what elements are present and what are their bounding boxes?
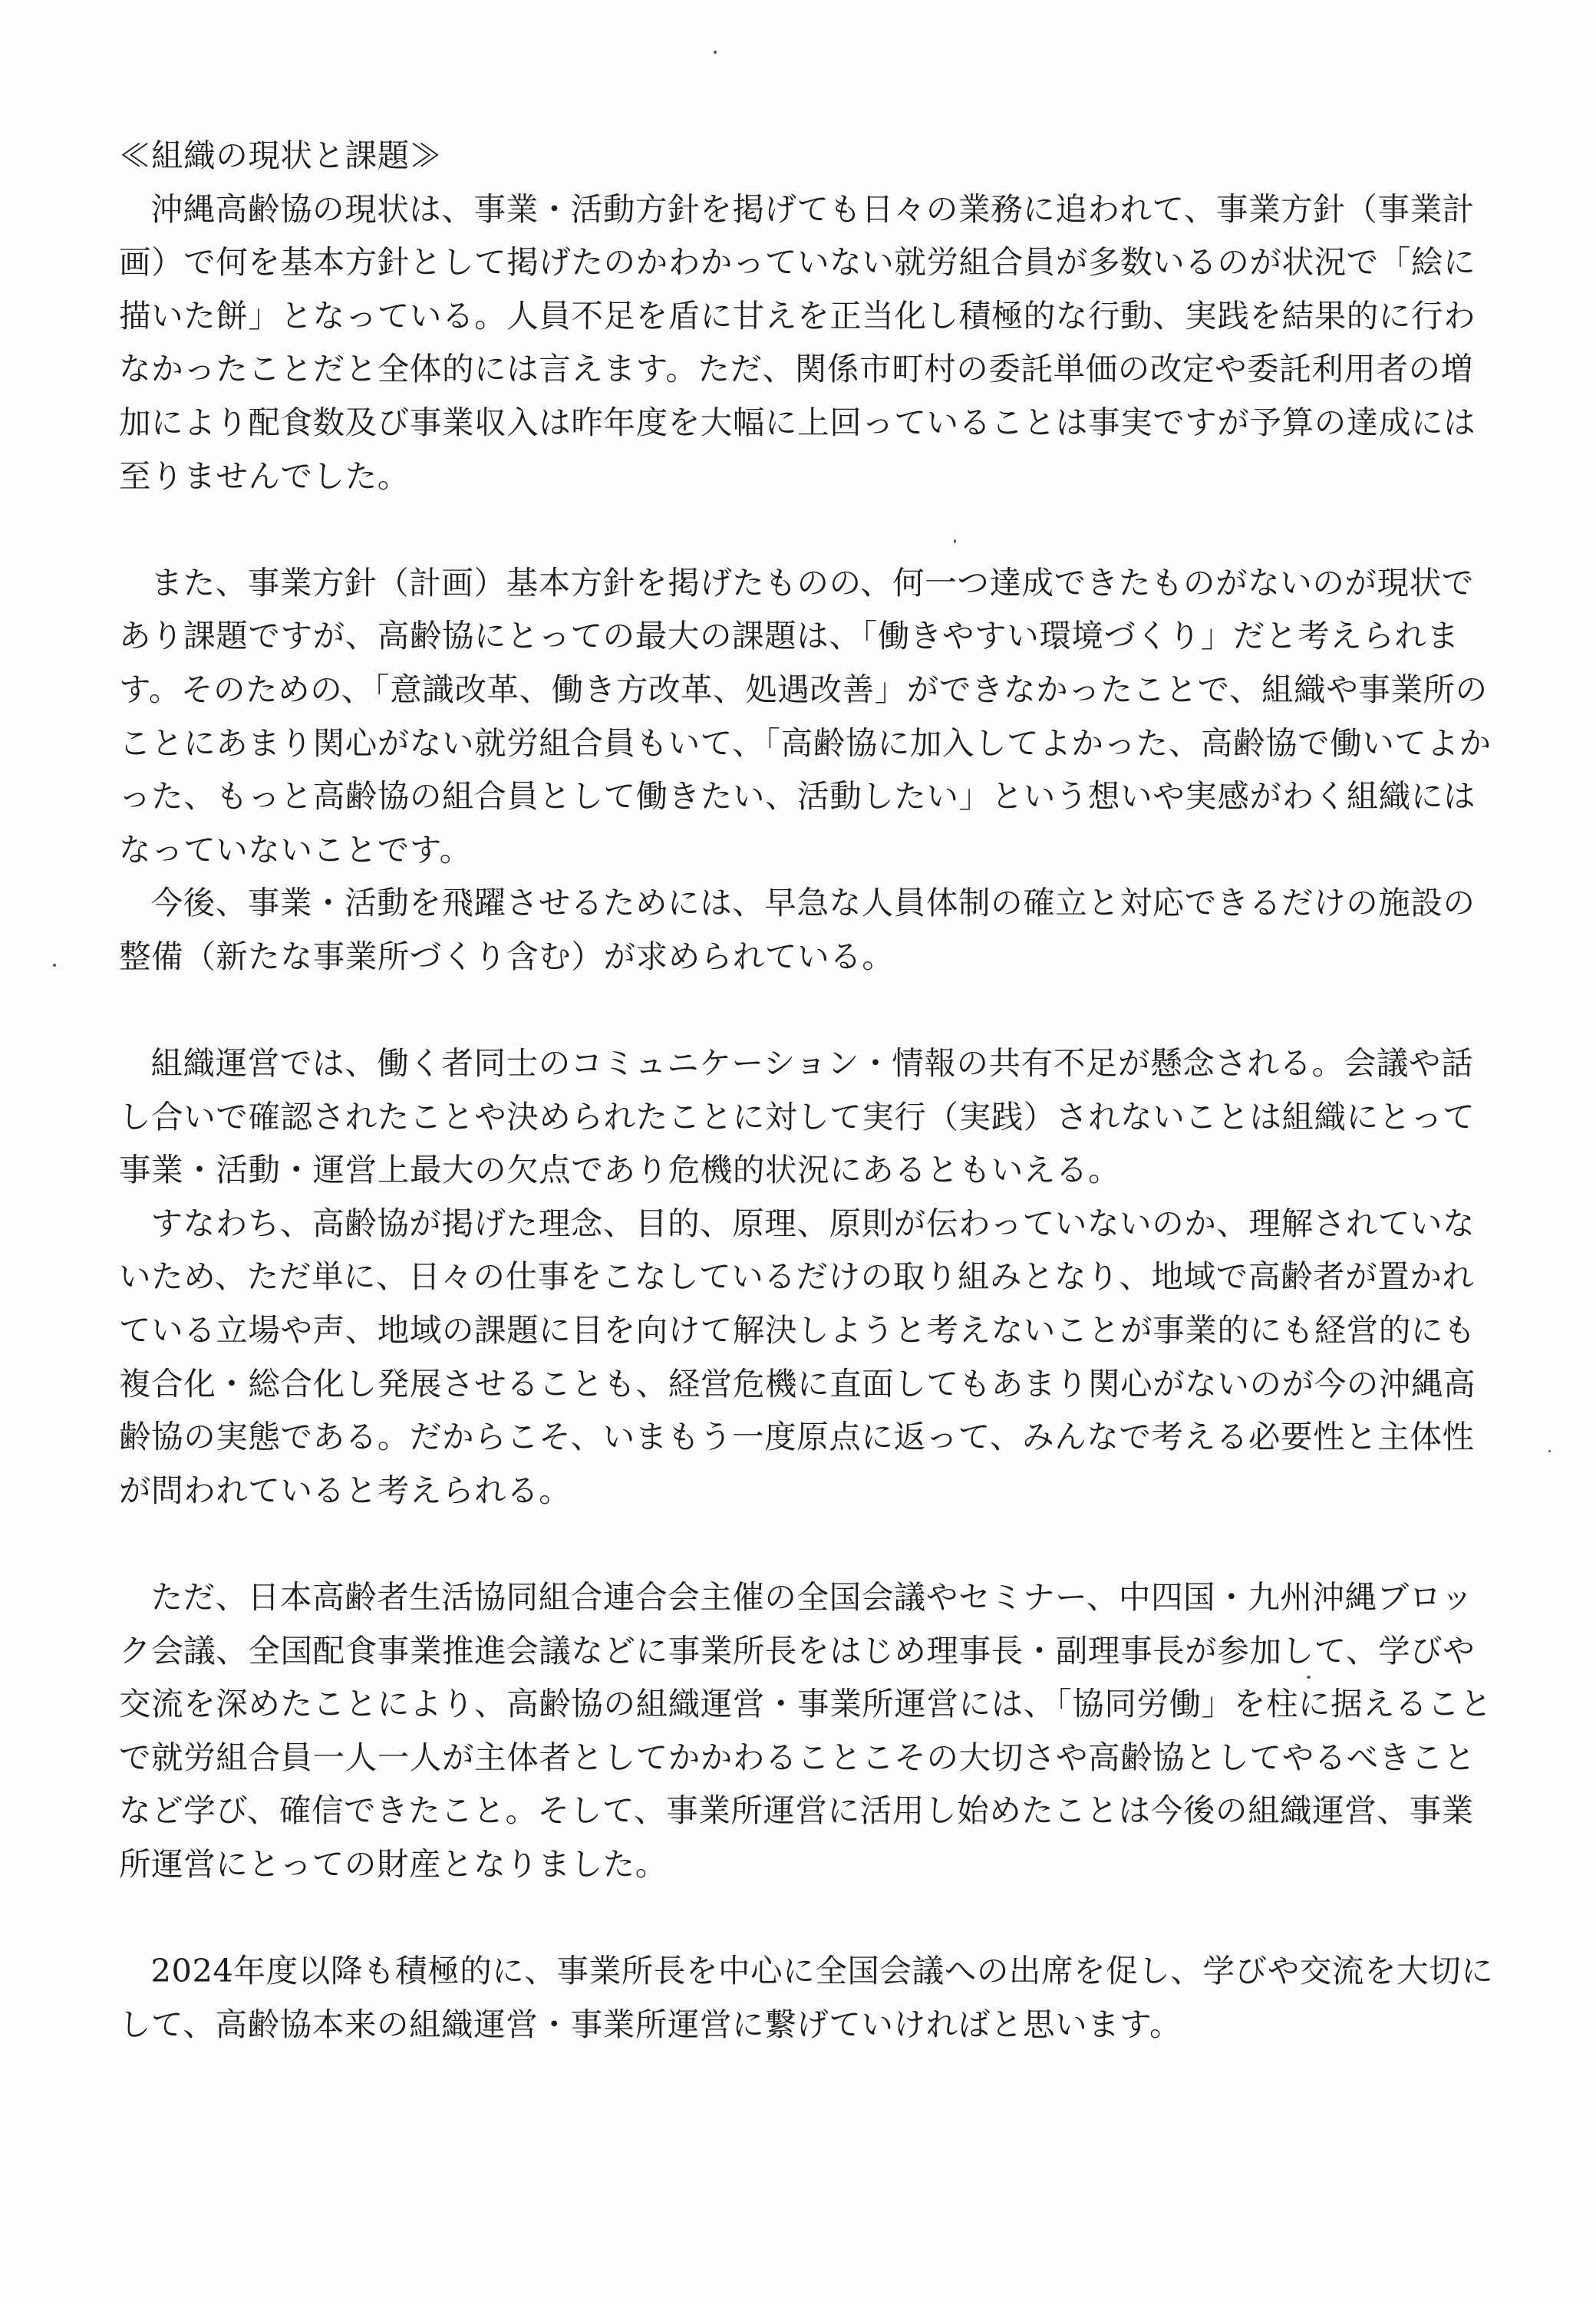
paragraph-challenges: また、事業方針（計画）基本方針を掲げたものの、何一つ達成できたものがないのが現状であり課題ですが、高齢協にとっての最大の課題は、「働きやすい環境づくり」だと考えられます。そのための、「意識改革、働き方改革、処遇改善」ができなかったことで、組織や事業所のことにあまり関心がない就労組合員もいて、「高齢協に加入してよかった、高齢協で働いてよかった、もっと高齢協の組合員として働きたい、活動したい」という想いや実感がわく組織にはなっていないことです。: [119, 563, 1492, 869]
scan-speck: [714, 51, 717, 54]
scan-speck: [1548, 1450, 1551, 1452]
paragraph-national-meetings: ただ、日本高齢者生活協同組合連合会主催の全国会議やセミナー、中四国・九州沖縄ブロック会議、全国配食事業推進会議などに事業所長をはじめ理事長・副理事長が参加して、学びや交流を深めたことにより、高齢協の組織運営・事業所運営には、「協同労働」を柱に据えることで就労組合員一人一人が主体者としてかかわることこその大切さや高齢協としてやるべきことなど学び、確信できたこと。そして、事業所運営に活用し始めたことは今後の組織運営、事業所運営にとっての財産となりました。: [119, 1578, 1492, 1883]
scan-speck: [1307, 1676, 1311, 1679]
paragraph-future: 今後、事業・活動を飛躍させるためには、早急な人員体制の確立と対応できるだけの施設の整備（新たな事業所づくり含む）が求められている。: [119, 884, 1476, 975]
section-heading: ≪組織の現状と課題≫: [119, 137, 443, 174]
paragraph-current-status: 沖縄高齢協の現状は、事業・活動方針を掲げても日々の業務に追われて、事業方針（事業計画）で何を基本方針として掲げたのかわかっていない就労組合員が多数いるのが状況で「絵に描いた餅」となっている。人員不足を盾に甘えを正当化し積極的な行動、実践を結果的に行わなかったことだと全体的には言えます。ただ、関係市町村の委託単価の改定や委託利用者の増加により配食数及び事業収入は昨年度を大幅に上回っていることは事実ですが予算の達成には至りませんでした。: [119, 190, 1476, 495]
paragraph-in-other-words: すなわち、高齢協が掲げた理念、目的、原理、原則が伝わっていないのか、理解されていないため、ただ単に、日々の仕事をこなしているだけの取り組みとなり、地域で高齢者が置かれている立場や声、地域の課題に目を向けて解決しようと考えないことが事業的にも経営的にも複合化・総合化し発展させることも、経営危機に直面してもあまり関心がないのが今の沖縄高齢協の実態である。だからこそ、いまもう一度原点に返って、みんなで考える必要性と主体性が問われていると考えられる。: [119, 1204, 1476, 1509]
document-body: [119, 129, 1496, 2051]
paragraph-2024-onward: 2024年度以降も積極的に、事業所長を中心に全国会議への出席を促し、学びや交流を大切にして、高齢協本来の組織運営・事業所運営に繋げていければと思います。: [119, 1952, 1494, 2043]
paragraph-organization-management: 組織運営では、働く者同士のコミュニケーション・情報の共有不足が懸念される。会議や話し合いで確認されたことや決められたことに対して実行（実践）されないことは組織にとって事業・活動・運営上最大の欠点であり危機的状況にあるともいえる。: [119, 1044, 1476, 1189]
scan-speck: [53, 964, 56, 967]
scan-speck: [954, 539, 956, 543]
